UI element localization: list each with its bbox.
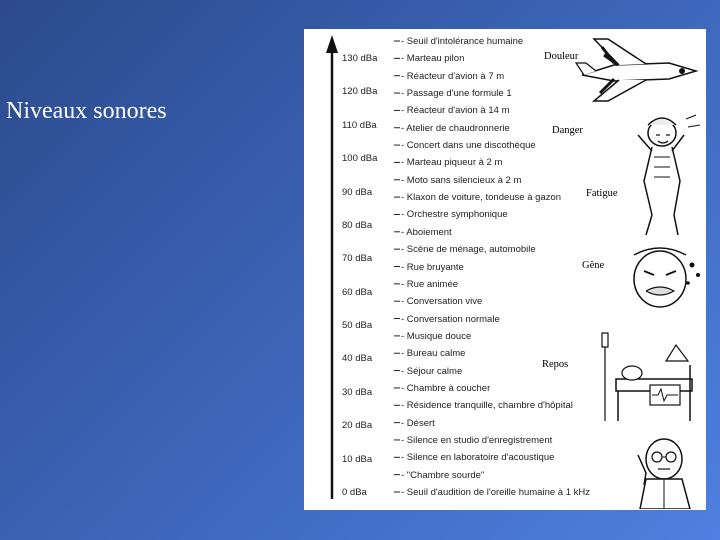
slide-title: Niveaux sonores xyxy=(6,98,167,124)
sound-source-label: - Réacteur d'avion à 14 m xyxy=(401,105,510,117)
sound-source-label: - Rue animée xyxy=(401,278,459,290)
db-level-label: 10 dBa xyxy=(342,453,373,465)
sound-source-label: - Orchestre symphonique xyxy=(401,209,508,221)
db-level-label: 0 dBa xyxy=(342,487,367,498)
hospital-bed-illustration xyxy=(596,325,704,425)
sound-source-label: - Seuil d'intolérance humaine xyxy=(401,36,524,47)
sound-source-label: - Passage d'une formule 1 xyxy=(401,88,512,100)
sound-source-label: - Musique douce xyxy=(401,330,472,342)
db-level-label: 130 dBa xyxy=(342,53,378,64)
zone-danger: Danger xyxy=(552,125,583,136)
db-level-label: 50 dBa xyxy=(342,320,373,332)
sound-source-label: - Bureau calme xyxy=(401,348,466,360)
zone-gene: Gêne xyxy=(582,260,605,271)
db-level-label: 40 dBa xyxy=(342,353,373,365)
sound-source-label: - Silence en studio d'enregistrement xyxy=(401,434,553,446)
db-level-label: 60 dBa xyxy=(342,286,373,298)
sound-level-chart xyxy=(304,29,706,510)
zone-repos: Repos xyxy=(542,359,569,370)
db-level-label: 70 dBa xyxy=(342,253,373,265)
db-level-label: 80 dBa xyxy=(342,219,373,231)
sound-source-label: - Marteau piqueur à 2 m xyxy=(401,157,503,169)
sound-source-label: - Rue bruyante xyxy=(401,261,464,273)
db-level-label: 120 dBa xyxy=(342,86,378,98)
zone-fatigue: Fatigue xyxy=(586,188,618,199)
distressed-person-illustration xyxy=(624,111,704,241)
sound-source-label: - Conversation normale xyxy=(401,313,500,325)
db-level-label: 90 dBa xyxy=(342,186,373,198)
sound-source-label: - Désert xyxy=(401,417,435,429)
sound-source-label: - "Chambre sourde" xyxy=(401,469,485,481)
axis-ticks xyxy=(394,41,400,492)
stressed-face-illustration xyxy=(626,243,704,315)
sound-source-label: - Séjour calme xyxy=(401,365,463,377)
sound-source-label: - Scène de ménage, automobile xyxy=(401,244,536,256)
zone-douleur: Douleur xyxy=(544,51,579,62)
sound-source-label: - Chambre à coucher xyxy=(401,382,491,394)
silent-person-illustration xyxy=(626,433,704,509)
sound-source-label: - Atelier de chaudronnerie xyxy=(401,122,510,134)
jet-plane-illustration xyxy=(574,35,704,105)
db-level-label: 30 dBa xyxy=(342,386,373,398)
sound-source-label: - Résidence tranquille, chambre d'hôpital xyxy=(401,400,573,412)
axis-arrow xyxy=(326,35,338,53)
sound-source-label: - Marteau pilon xyxy=(401,53,465,65)
sound-source-label: - Concert dans une discothèque xyxy=(401,140,536,152)
sound-source-label: - Klaxon de voiture, tondeuse à gazon xyxy=(401,192,562,204)
sound-source-label: - Aboiement xyxy=(401,226,452,238)
sound-source-label: - Seuil d'audition de l'oreille humaine à 1 kHz xyxy=(401,487,590,498)
sound-source-label: - Moto sans silencieux à 2 m xyxy=(401,174,522,186)
sound-source-label: - Réacteur d'avion à 7 m xyxy=(401,70,505,82)
db-level-label: 110 dBa xyxy=(342,119,377,131)
db-level-label: 20 dBa xyxy=(342,420,373,432)
sound-source-label: - Conversation vive xyxy=(401,296,483,308)
db-level-label: 100 dBa xyxy=(342,153,378,165)
sound-source-label: - Silence en laboratoire d'acoustique xyxy=(401,452,555,464)
